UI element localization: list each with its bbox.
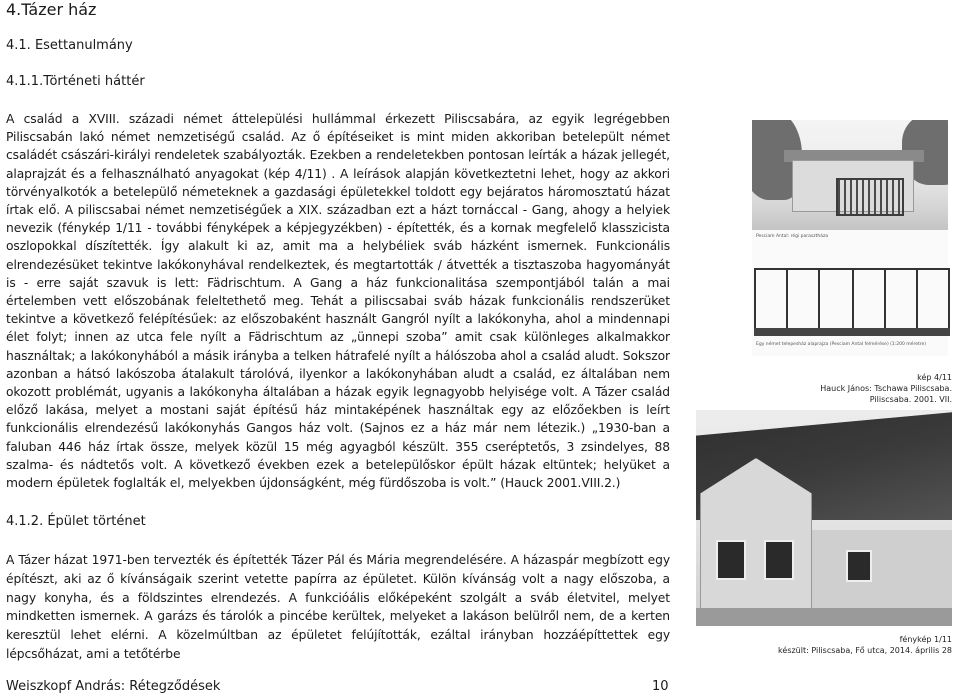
section-heading: 4.1. Esettanulmány [6,38,133,53]
footer-author-title: Weiszkopf András: Rétegződések [6,679,221,694]
floor-plan-drawing [754,268,950,330]
caption-line: kép 4/11 [917,373,952,382]
floor-plan-elevation [754,328,950,336]
old-farmhouse-photo [752,120,948,230]
page-number: 10 [652,679,669,694]
caption-line: Piliscsaba. 2001. VII. [869,395,952,404]
caption-line: fénykép 1/11 [899,635,952,644]
figure-plan-and-photo [752,120,948,356]
figure1-caption [752,372,952,405]
plan-caption: Egy német telepesház alaprajza (Pesciam Antal felmérése) (1:200 méretre) [756,342,927,347]
subsection-heading-building-history: 4.1.2. Épület történet [6,514,146,529]
subsection-heading-history: 4.1.1.Történeti háttér [6,74,145,89]
chapter-heading: 4.Tázer ház [6,0,97,19]
caption-line: Hauck János: Tschawa Piliscsaba. [820,384,952,393]
photo-caption: Pesciam Antal: régi parasztháza [756,234,829,239]
history-paragraph: A család a XVIII. századi német áttelepülési hullámmal érkezett Piliscsabára, az egyik legrégebben Piliscsabán lakó német nemzetiségű család. Az ő építéseiket is mint miden akkoriban betelepült német családét császári-királyi rendeletek szabályozták. Ezekben a rendeletekben pontosan leírták a házak jellegét, alaprajzát és a felhasználható anyagokat (kép 4/11) . A leírások alapján következtetni lehet, hogy az akkori törvényalkotók a betelepülő németeknek a gazdasági épületekkel toldott egy bejáratos háromosztatú házat írtak elő. A piliscsabai német nemzetiségűek a XIX. században ezt a házt tornáccal - Gang, ahogy a helyiek nevezik (fénykép 1/11 - további fényképek a képjegyzékben) - építették, és a kornak megfelelő klasszicista oszlopokkal díszítették. Így alakult ki az, amit ma a helybéliek sváb házként ismernek. Funkcionális elrendezésüket tekintve lakókonyhával rendelkeztek, és megtartották / átvették a tisztaszoba hagyományát is - erre saját szavuk is lett: Fädrischtum. A Gang a ház funkcionalitása szempontjából talán a mai értelemben vett előszobának feleltethető meg. Tehát a piliscsabai sváb házak funkcionális rendszerüket tekintve a következő felépítésűek: az előszobaként használt Gangról nyílt a lakókonyha, ahol a mindennapi élet folyt; innen az utca fele nyílt a Fädrischtum az „ünnepi szoba” amit csak különleges alkalmakkor használtak; a lakókonyhából a másik irányba a telken hátrafelé nyílt a hálószoba ahol a család aludt. Sokszor azonban a hátsó lakószoba átalakult tárolóvá, ilyenkor a lakókonyhában aludt a család, ez általában nem okozott problémát, ugyanis a lakókonyha általában a házak egyik legnagyobb helyisége volt. A Tázer család előző lakása, melyet a mostani saját építésű ház mintaképének használtak egy az előzőekben is leírt funkcionális elrendezésű lakókonyhás Gangos ház volt. (Sajnos ez a ház már nem létezik.) „1930-ban a faluban 446 ház írtak össze, melyek közül 15 még agyagból készült. 355 cseréptetős, 3 zsindelyes, 88 szalma- és nádtetős volt. A következő években ezek a betelepülőskor épült házak eltüntek; helyüket a modern épületek foglalták el, melyekben újdonságként, még fürdőszoba is volt.” (Hauck 2001.VIII.2.) [6,112,670,491]
figure2-caption [712,634,952,656]
tazer-house-photo [696,410,952,626]
building-history-paragraph: A Tázer házat 1971-ben tervezték és építették Tázer Pál és Mária megrendelésére. A házaspár megbízott egy építészt, aki az ő kívánságaik szerint vetette papírra az épületet. Külön kívánság volt a nagy előszoba, a nagy konyha, és a földszintes elrendezés. A funkcióális előképeként szolgált a sváb életvitel, melyet mindketten ismernek. A garázs és tárolók a pincébe kerültek, melyeket a lakáson belülről nem, de a kerten keresztül lehet elérni. A közelmúltban az épületet felújították, ezáltal irányban hozzáépíttettek egy lépcsőházat, ami a tetőtérbe [6,553,670,661]
caption-line: készült: Piliscsaba, Fő utca, 2014. április 28 [778,646,952,655]
